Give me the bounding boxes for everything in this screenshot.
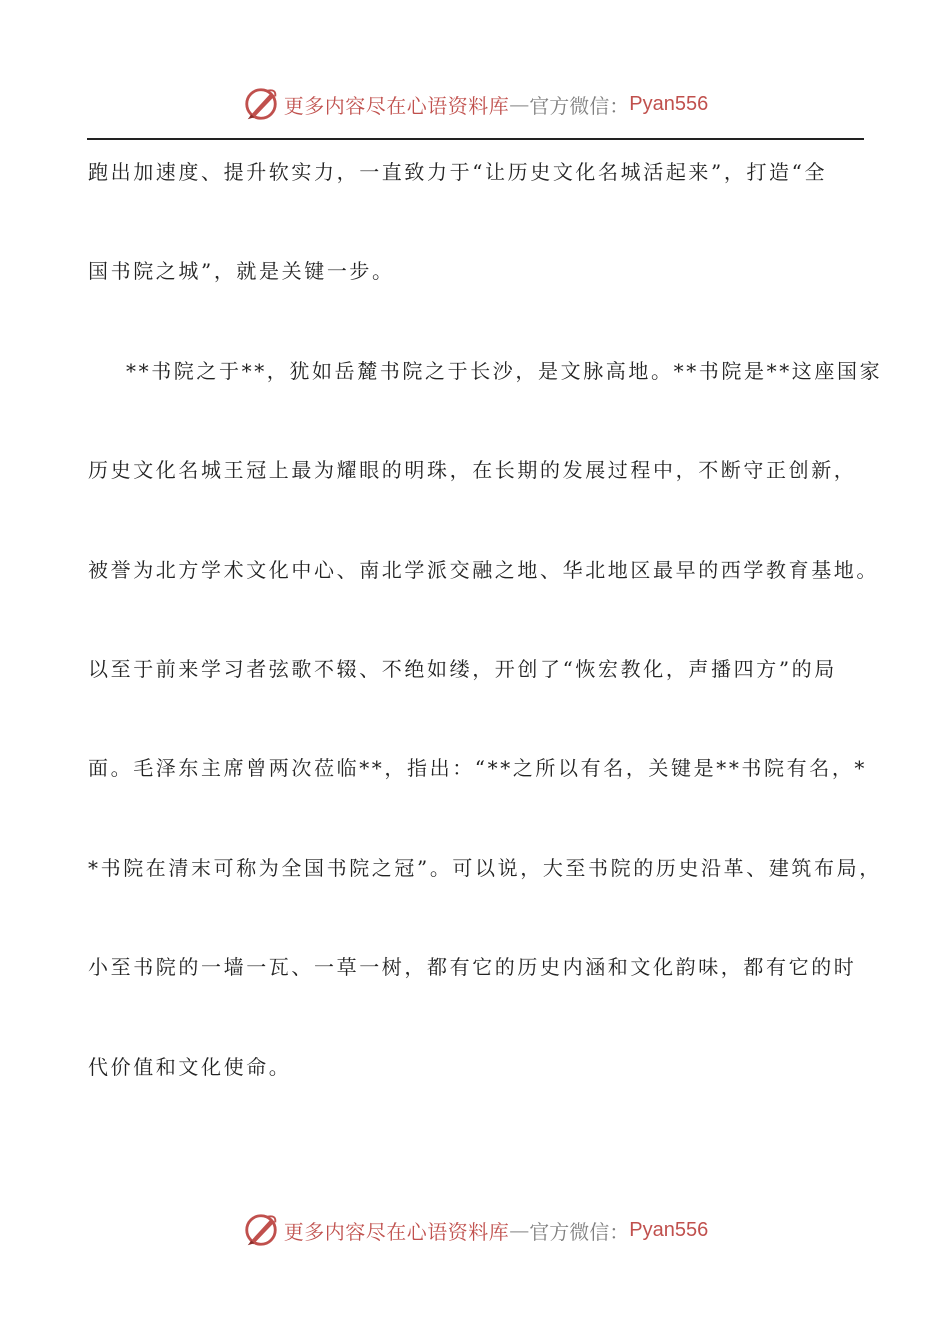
footer-dash: — [509,1218,530,1242]
text-line: 历史文化名城王冠上最为耀眼的明珠，在长期的发展过程中，不断守正创新， [88,458,857,483]
footer-wechat-id: Pyan556 [629,1218,709,1241]
footer-banner [0,1208,950,1252]
text-line: 国书院之城”，就是关键一步。 [88,259,395,284]
text-line: 小至书院的一墙一瓦、一草一树，都有它的历史内涵和文化韵味，都有它的时 [88,955,857,980]
text-line: 面。毛泽东主席曾两次莅临**，指出：“**之所以有名，关键是**书院有名，* [88,756,868,781]
banner-slogan: 更多内容尽在心语资料库 [283,93,510,118]
document-body [88,145,883,1139]
pen-logo-icon [242,85,280,123]
text-line: 以至于前来学习者弦歌不辍、不绝如缕，开创了“恢宏教化，声播四方”的局 [88,656,837,681]
paragraph-start-line: **书院之于**，犹如岳麓书院之于长沙，是文脉高地。**书院是**这座国家 [126,358,883,383]
footer-wechat-label: 官方微信： [529,1219,630,1244]
header-banner [0,82,950,126]
footer-slogan: 更多内容尽在心语资料库 [283,1219,510,1244]
text-line: 代价值和文化使命。 [88,1054,292,1079]
text-line: 跑出加速度、提升软实力，一直致力于“让历史文化名城活起来”，打造“全 [88,160,828,184]
text-line: 被誉为北方学术文化中心、南北学派交融之地、华北地区最早的西学教育基地。 [88,557,879,582]
banner-wechat-id: Pyan556 [629,92,709,115]
banner-dash: — [509,92,530,116]
banner-wechat-label: 官方微信： [529,93,630,118]
header-divider [87,138,864,140]
text-line: *书院在清末可称为全国书院之冠”。可以说，大至书院的历史沿革、建筑布局， [88,855,882,880]
pen-logo-icon [242,1211,280,1249]
